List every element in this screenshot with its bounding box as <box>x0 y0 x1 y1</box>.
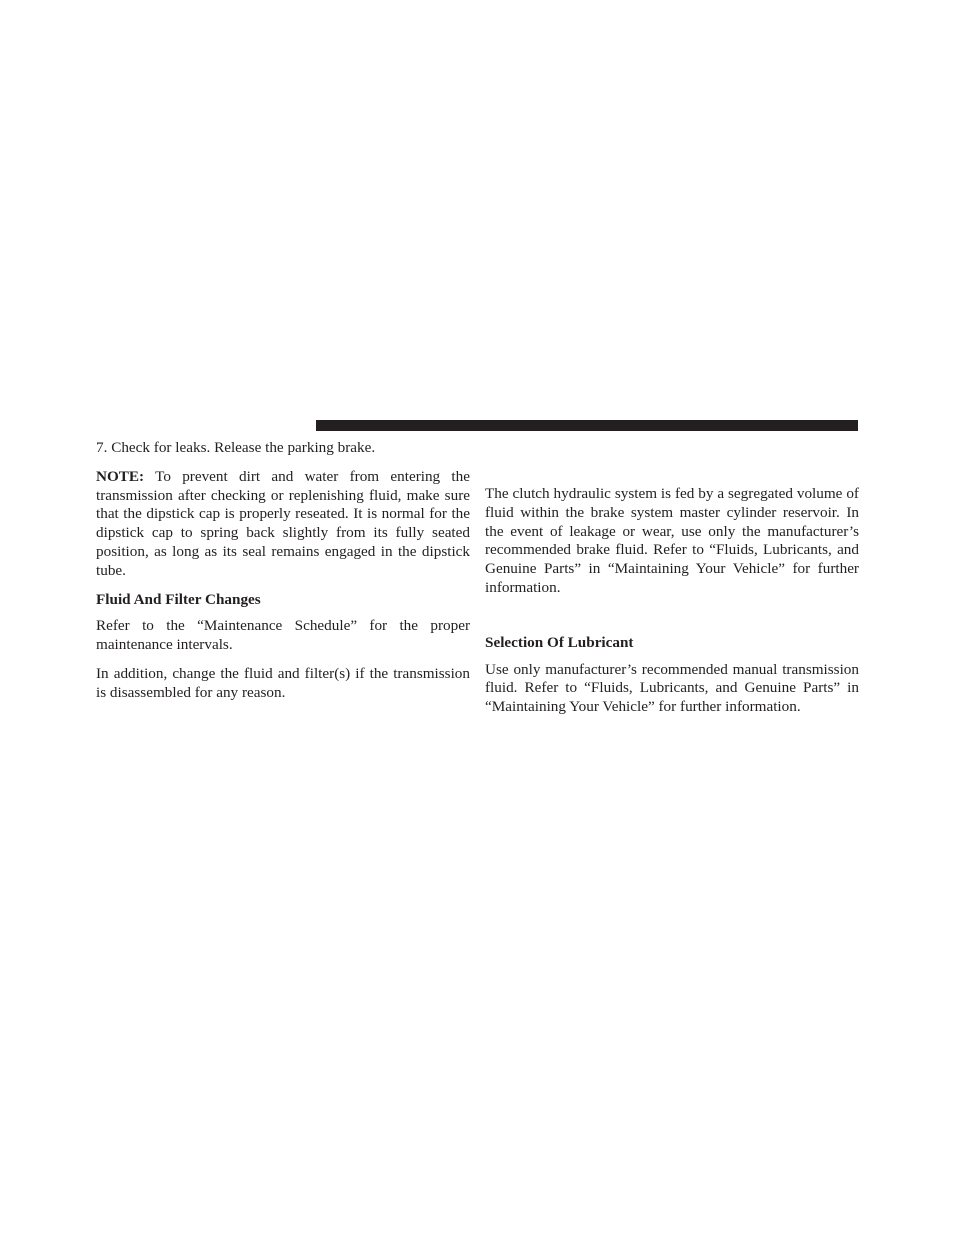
lubricant-paragraph: Use only manufacturer’s recommended manual transmission fluid. Refer to “Fluids, Lubricants, and Genuine Parts” in “Maintaining Your Vehicle” for further information. <box>485 660 859 716</box>
note-paragraph <box>96 468 470 581</box>
note-text: To prevent dirt and water from entering the transmission after checking or replenishing fluid, make sure that the dipstick cap is properly reseated. It is normal for the dipstick cap to spring back slightly from its fully seated position, as long as its seal remains engaged in the dipstick tube. <box>96 467 470 579</box>
section-header-bar <box>316 420 858 431</box>
right-column <box>485 485 859 717</box>
fluid-filter-paragraph-2: In addition, change the fluid and filter(s) if the transmission is disassembled for any reason. <box>96 664 470 701</box>
left-column <box>96 439 470 703</box>
lubricant-heading: Selection Of Lubricant <box>485 633 634 651</box>
fluid-filter-paragraph-1: Refer to the “Maintenance Schedule” for the proper maintenance intervals. <box>96 617 470 654</box>
note-label: NOTE: <box>96 467 145 485</box>
step-7-text: 7. Check for leaks. Release the parking brake. <box>96 439 376 456</box>
clutch-paragraph: The clutch hydraulic system is fed by a segregated volume of fluid within the brake system master cylinder reservoir. In the event of leakage or wear, use only the manufacturer’s recommended brake fluid. Refer to “Fluids, Lubricants, and Genuine Parts” in “Maintaining Your Vehicle” for further information. <box>485 485 859 596</box>
fluid-filter-heading: Fluid And Filter Changes <box>96 590 261 608</box>
